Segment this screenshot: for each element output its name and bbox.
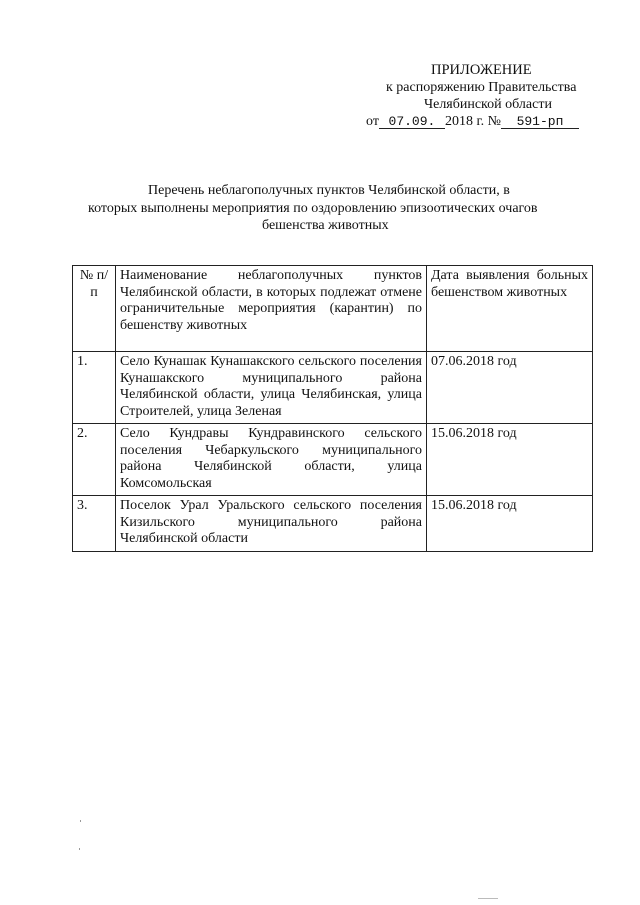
decree-date-field: 07.09.: [379, 115, 445, 129]
locations-table: [72, 265, 593, 552]
table-header-row: [73, 266, 593, 352]
header-cell-date: Дата выявления больных бешенством животных: [427, 266, 593, 352]
table-row: [73, 496, 593, 552]
row-date-cell: 15.06.2018 год: [427, 424, 593, 496]
row-date-cell: 15.06.2018 год: [427, 496, 593, 552]
document-title-line-2: которых выполнены мероприятия по оздоровлению эпизоотических очагов: [88, 201, 538, 216]
table-row: [73, 352, 593, 424]
row-num-cell: 3.: [73, 496, 116, 552]
document-title-line-3: бешенства животных: [262, 218, 389, 233]
row-date-cell: 07.06.2018 год: [427, 352, 593, 424]
scan-speck: [478, 898, 498, 899]
row-name-cell: Село Кунашак Кунашакского сельского поселения Кунашакского муниципального района Челябинской области, улица Челябинская, улица Строителей, улица Зеленая: [116, 352, 427, 424]
decree-date-line: [366, 114, 579, 130]
header-cell-num: № п/п: [73, 266, 116, 352]
decree-number-field: 591-рп: [501, 115, 579, 129]
row-num-cell: 1.: [73, 352, 116, 424]
row-name-cell: Поселок Урал Уральского сельского поселения Кизильского муниципального района Челябинской области: [116, 496, 427, 552]
header-cell-name: Наименование неблагополучных пунктов Челябинской области, в которых подлежат отмене ограничительные мероприятия (карантин) по бешенству животных: [116, 266, 427, 352]
scan-speck: [80, 820, 81, 822]
table-row: [73, 424, 593, 496]
scan-speck: [79, 848, 80, 850]
row-num-cell: 2.: [73, 424, 116, 496]
document-title-line-1: Перечень неблагополучных пунктов Челябинской области, в: [148, 183, 510, 198]
row-name-cell: Село Кундравы Кундравинского сельского поселения Чебаркульского муниципального района Челябинской области, улица Комсомольская: [116, 424, 427, 496]
date-prefix: от: [366, 114, 379, 129]
decree-year: 2018 г. №: [444, 114, 501, 129]
appendix-title: ПРИЛОЖЕНИЕ: [431, 62, 532, 78]
appendix-line-decree: к распоряжению Правительства: [386, 80, 577, 95]
appendix-line-region: Челябинской области: [424, 97, 552, 112]
